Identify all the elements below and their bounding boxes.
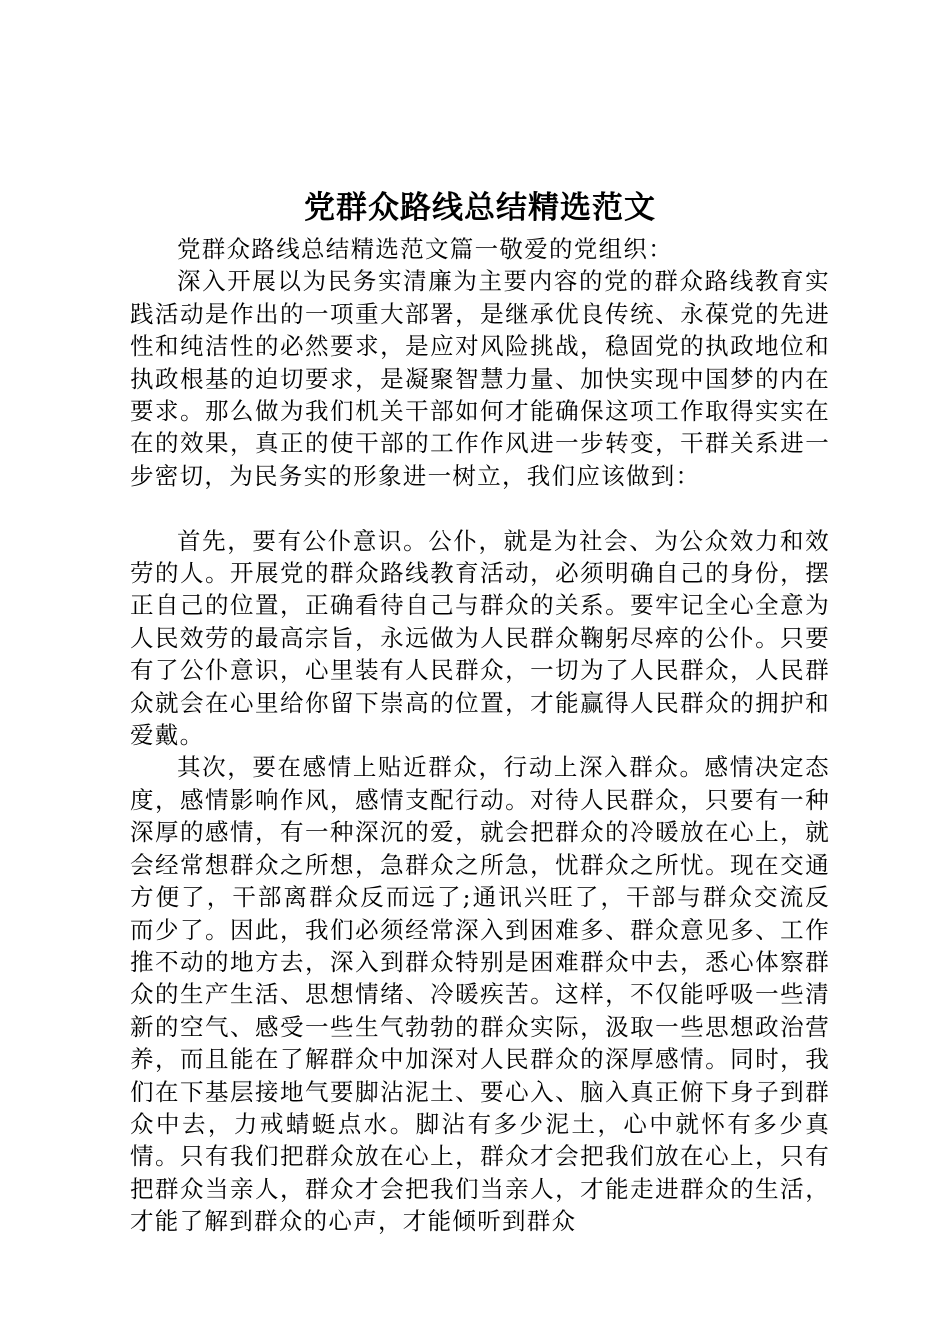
document-title: 党群众路线总结精选范文	[304, 190, 656, 226]
document-body	[130, 233, 830, 1238]
paragraph-spacer	[130, 492, 830, 524]
paragraph-intro: 党群众路线总结精选范文篇一敬爱的党组织：	[177, 235, 673, 263]
paragraph-second-point: 其次，要在感情上贴近群众，行动上深入群众。感情决定态度，感情影响作风，感情支配行动。对待人民群众，只要有一种深厚的感情，有一种深沉的爱，就会把群众的冷暖放在心上，就会经常想群众之所想，急群众之所急，忧群众之所忧。现在交通方便了，干部离群众反而远了;通讯兴旺了，干部与群众交流反而少了。因此，我们必须经常深入到困难多、群众意见多、工作推不动的地方去，深入到群众特别是困难群众中去，悉心体察群众的生产生活、思想情绪、冷暖疾苦。这样，不仅能呼吸一些清新的空气、感受一些生气勃勃的群众实际，汲取一些思想政治营养，而且能在了解群众中加深对人民群众的深厚感情。同时，我们在下基层接地气要脚沾泥土、要心入、脑入真正俯下身子到群众中去，力戒蜻蜓点水。脚沾有多少泥土，心中就怀有多少真情。只有我们把群众放在心上，群众才会把我们放在心上，只有把群众当亲人，群众才会把我们当亲人，才能走进群众的生活，才能了解到群众的心声，才能倾听到群众	[130, 753, 830, 1236]
paragraph-background: 深入开展以为民务实清廉为主要内容的党的群众路线教育实践活动是作出的一项重大部署，是继承优良传统、永葆党的先进性和纯洁性的必然要求，是应对风险挑战，稳固党的执政地位和执政根基的迫切要求，是凝聚智慧力量、加快实现中国梦的内在要求。那么做为我们机关干部如何才能确保这项工作取得实实在在的效果，真正的使干部的工作作风进一步转变，干群关系进一步密切，为民务实的形象进一树立，我们应该做到：	[130, 267, 830, 490]
paragraph-first-point: 首先，要有公仆意识。公仆，就是为社会、为公众效力和效劳的人。开展党的群众路线教育活动，必须明确自己的身份，摆正自己的位置，正确看待自己与群众的关系。要牢记全心全意为人民效劳的最高宗旨，永远做为人民群众鞠躬尽瘁的公仆。只要有了公仆意识，心里装有人民群众，一切为了人民群众，人民群众就会在心里给你留下崇高的位置，才能赢得人民群众的拥护和爱戴。	[130, 526, 830, 750]
